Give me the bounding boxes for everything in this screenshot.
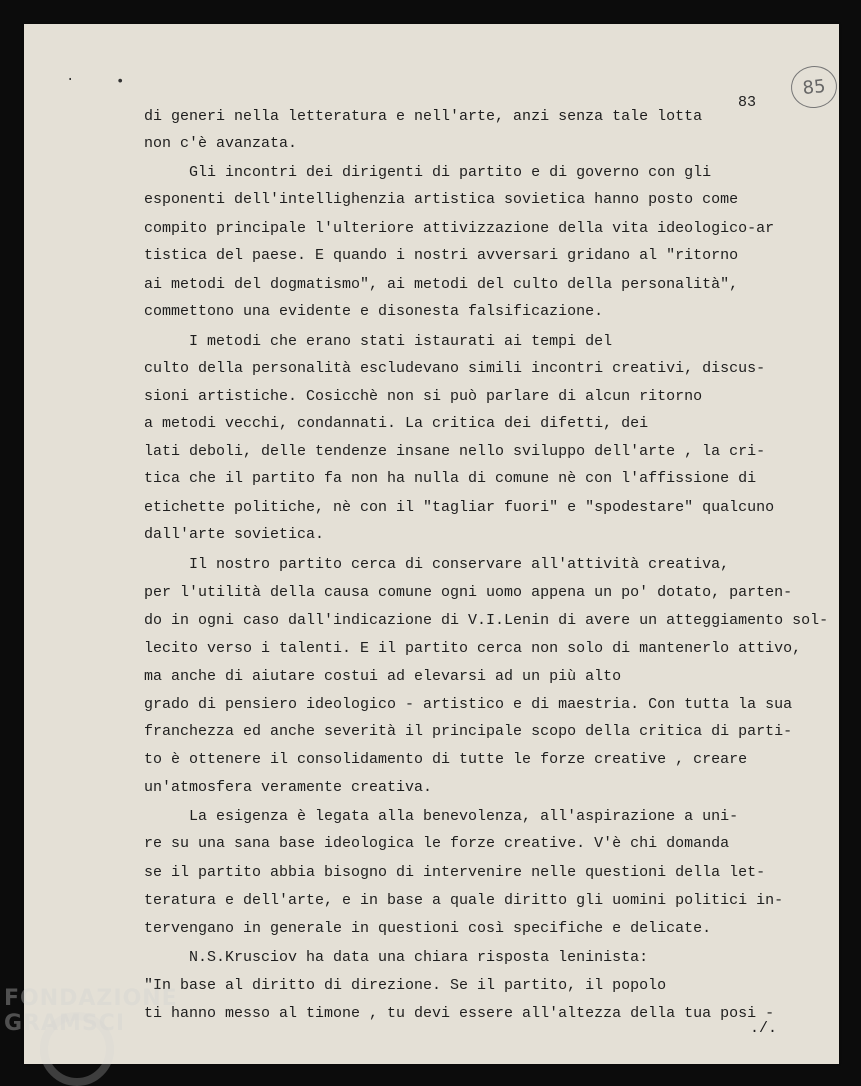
margin-dot: • xyxy=(116,74,125,90)
text-line: La esigenza è legata alla benevolenza, all'aspirazione a uni- xyxy=(144,808,739,825)
page-number: 83 xyxy=(738,94,757,111)
text-line: Gli incontri dei dirigenti di partito e di governo con gli xyxy=(144,164,712,181)
text-line: compito principale l'ulteriore attivizzazione della vita ideologico-ar xyxy=(144,220,775,237)
text-line: un'atmosfera veramente creativa. xyxy=(144,779,433,796)
text-line: Il nostro partito cerca di conservare all'attività creativa, xyxy=(144,556,730,573)
continuation-mark: ./. xyxy=(750,1020,778,1037)
text-line: to è ottenere il consolidamento di tutte le forze creative , creare xyxy=(144,751,748,768)
text-line: se il partito abbia bisogno di intervenire nelle questioni della let- xyxy=(144,864,766,881)
text-line: non c'è avanzata. xyxy=(144,135,298,152)
text-line: grado di pensiero ideologico - artistico e di maestria. Con tutta la sua xyxy=(144,696,793,713)
text-line: tistica del paese. E quando i nostri avversari gridano al "ritorno xyxy=(144,247,739,264)
text-line: lecito verso i talenti. E il partito cerca non solo di mantenerlo attivo, xyxy=(144,640,802,657)
text-line: di generi nella letteratura e nell'arte, anzi senza tale lotta xyxy=(144,108,703,125)
text-line: teratura e dell'arte, e in base a quale diritto gli uomini politici in- xyxy=(144,892,784,909)
text-line: sioni artistiche. Cosicchè non si può parlare di alcun ritorno xyxy=(144,388,703,405)
watermark-text: FONDAZIONE GRAMSCI xyxy=(4,986,178,1036)
document-page xyxy=(24,24,839,1064)
text-line: etichette politiche, nè con il "tagliar fuori" e "spodestare" qualcuno xyxy=(144,499,775,516)
text-line: per l'utilità della causa comune ogni uomo appena un po' dotato, parten- xyxy=(144,584,793,601)
text-line: ai metodi del dogmatismo", ai metodi del culto della personalità", xyxy=(144,276,739,293)
text-line: commettono una evidente e disonesta falsificazione. xyxy=(144,303,604,320)
text-line: esponenti dell'intellighenzia artistica sovietica hanno posto come xyxy=(144,191,739,208)
archive-page-number: 85 xyxy=(789,64,839,111)
text-line: franchezza ed anche severità il principale scopo della critica di parti- xyxy=(144,723,793,740)
text-line: do in ogni caso dall'indicazione di V.I.Lenin di avere un atteggiamento sol- xyxy=(144,612,829,629)
text-line: culto della personalità escludevano simili incontri creativi, discus- xyxy=(144,360,766,377)
text-line: lati deboli, delle tendenze insane nello sviluppo dell'arte , la cri- xyxy=(144,443,766,460)
text-line: N.S.Krusciov ha data una chiara risposta leninista: xyxy=(144,949,649,966)
text-line: tervengano in generale in questioni così specifiche e delicate. xyxy=(144,920,712,937)
text-line: I metodi che erano stati istaurati ai tempi del xyxy=(144,333,613,350)
text-line: tica che il partito fa non ha nulla di comune nè con l'affissione di xyxy=(144,470,757,487)
text-line: a metodi vecchi, condannati. La critica dei difetti, dei xyxy=(144,415,649,432)
text-line: ma anche di aiutare costui ad elevarsi ad un più alto xyxy=(144,668,622,685)
watermark-logo xyxy=(4,986,234,1076)
margin-dot: · xyxy=(66,72,75,88)
text-line: dall'arte sovietica. xyxy=(144,526,325,543)
text-line: ti hanno messo al timone , tu devi essere all'altezza della tua posi - xyxy=(144,1005,775,1022)
text-line: re su una sana base ideologica le forze creative. V'è chi domanda xyxy=(144,835,730,852)
text-line: "In base al diritto di direzione. Se il partito, il popolo xyxy=(144,977,667,994)
